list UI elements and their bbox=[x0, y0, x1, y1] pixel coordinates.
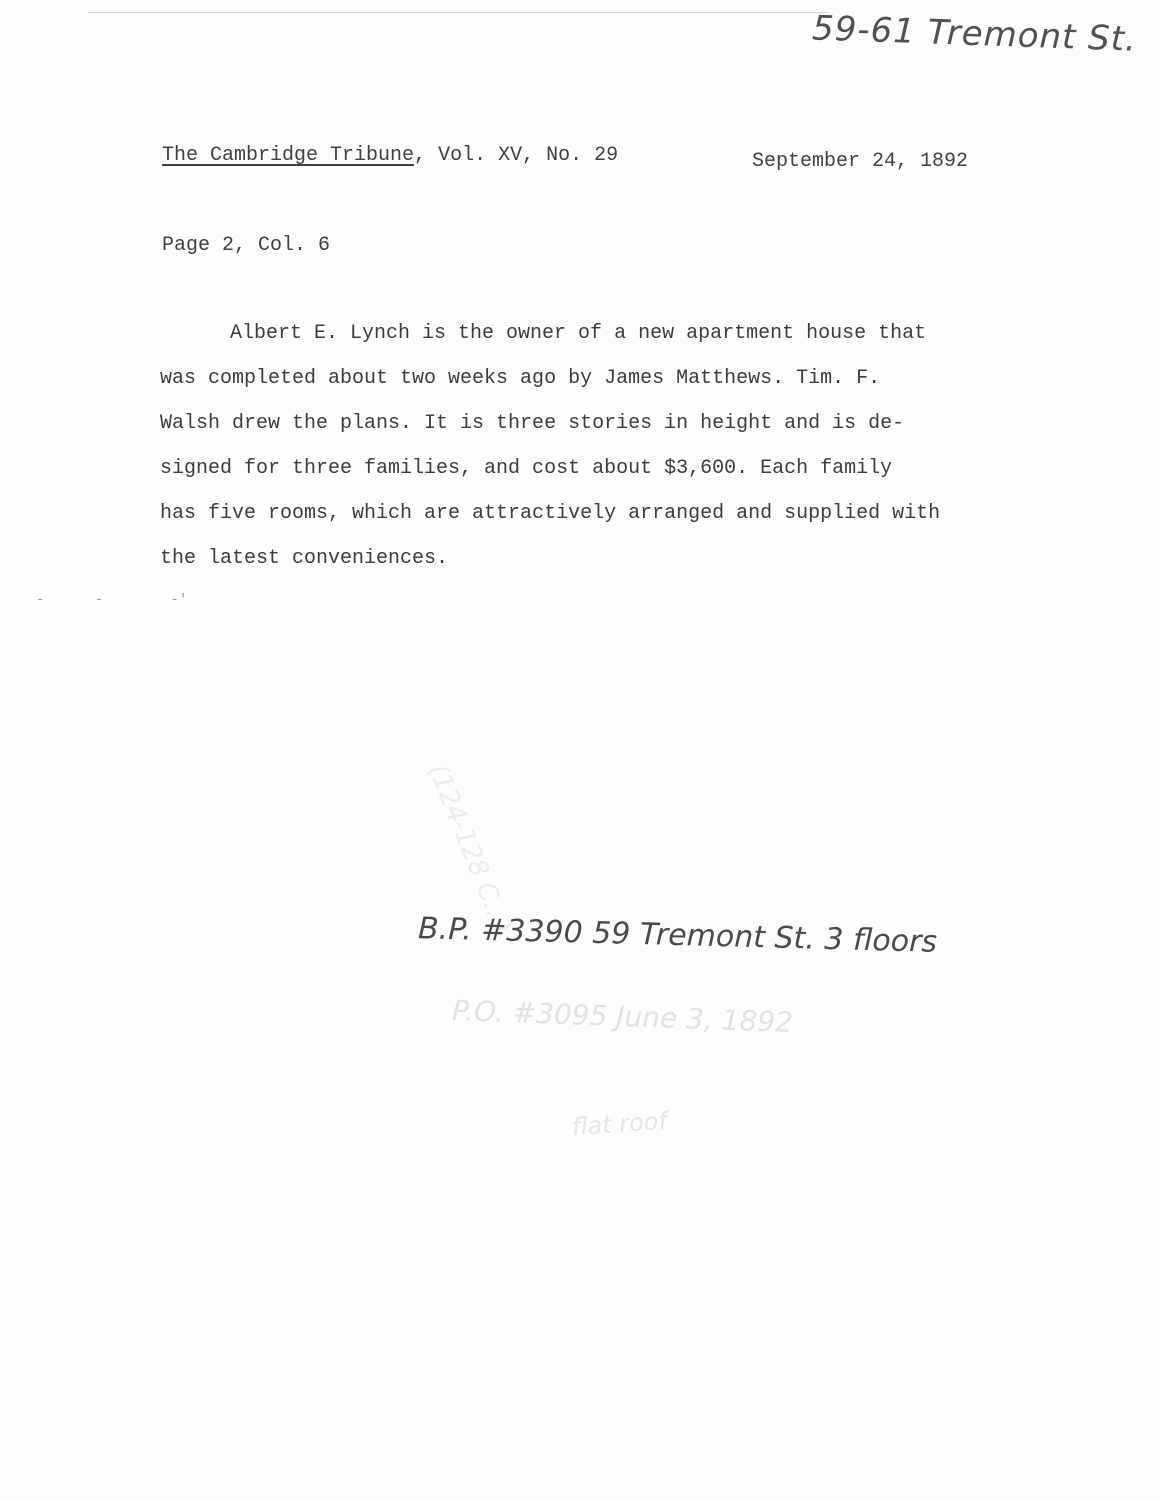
citation-separator: , bbox=[414, 144, 439, 167]
scan-specks: - - -' bbox=[36, 592, 188, 608]
faint-pencil-po-note: P.O. #3095 June 3, 1892 bbox=[451, 994, 794, 1039]
article-body bbox=[160, 322, 1060, 592]
article-line: Walsh drew the plans. It is three stories in height and is de- bbox=[160, 412, 905, 435]
page-column-reference: Page 2, Col. 6 bbox=[162, 234, 331, 257]
article-line: the latest conveniences. bbox=[160, 547, 449, 570]
publication-date: September 24, 1892 bbox=[752, 150, 969, 173]
article-line: was completed about two weeks ago by James Matthews. Tim. F. bbox=[160, 367, 881, 390]
citation-line bbox=[162, 144, 618, 167]
newspaper-title: The Cambridge Tribune bbox=[162, 144, 415, 167]
article-line: has five rooms, which are attractively arranged and supplied with bbox=[160, 502, 941, 525]
faint-vertical-note: (124-128 C...) bbox=[422, 760, 518, 939]
top-rule bbox=[88, 12, 828, 13]
volume-number: Vol. XV, No. 29 bbox=[438, 144, 619, 167]
faint-pencil-flat-roof-note: flat roof bbox=[571, 1106, 668, 1142]
handwritten-address-note: 59-61 Tremont St. bbox=[811, 8, 1138, 60]
article-line: Albert E. Lynch is the owner of a new apartment house that bbox=[230, 322, 927, 345]
article-line: signed for three families, and cost about $3,600. Each family bbox=[160, 457, 893, 480]
handwritten-building-permit-note: B.P. #3390 59 Tremont St. 3 floors bbox=[417, 911, 938, 960]
